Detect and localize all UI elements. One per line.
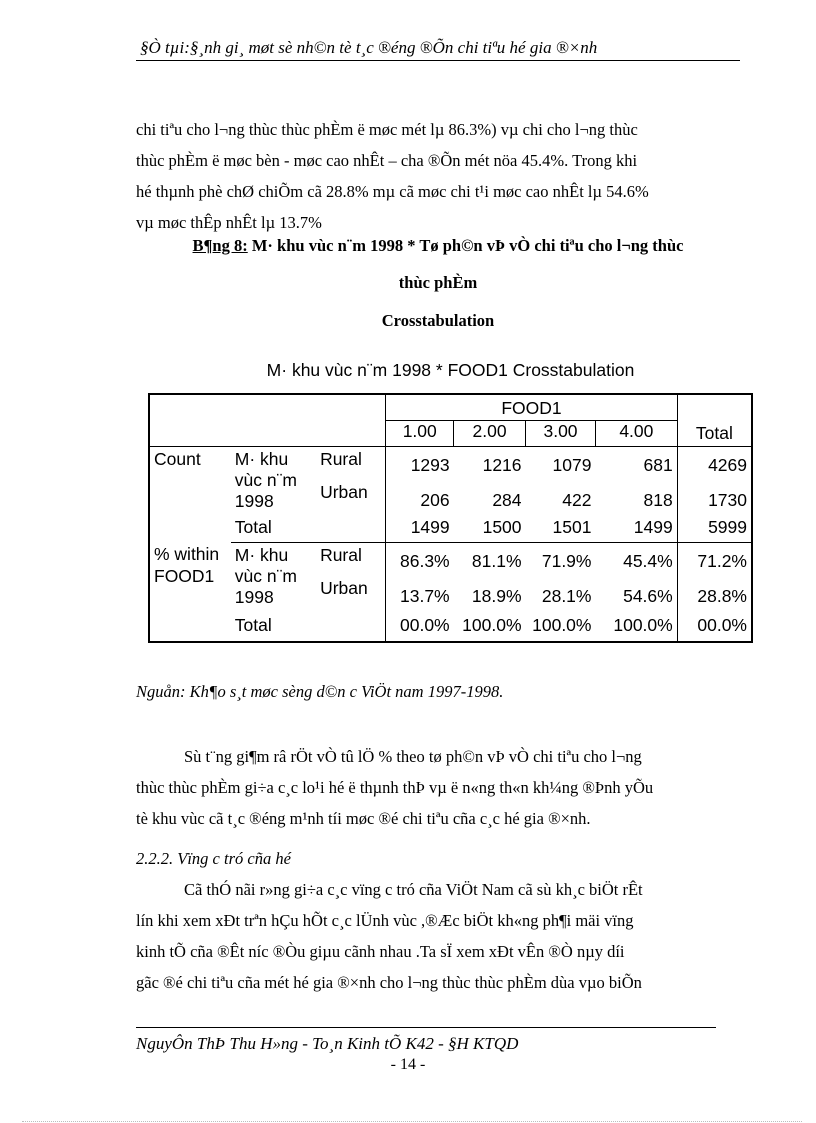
body-line: thùc thùc phÈm gi÷a c¸c lo¹i hé ë thµnh thÞ vµ ë n«ng th«n kh¼ng ®Þnh yÕu bbox=[136, 778, 654, 797]
table-caption-line2: thùc phÈm bbox=[398, 273, 478, 292]
section-line: Cã thÓ nãi r»ng gi÷a c¸c vïng c tró cña ViÖt Nam cã sù kh¸c biÖt rÊt bbox=[184, 880, 643, 899]
section-heading: 2.2.2. Vïng c tró cña hé bbox=[136, 849, 291, 868]
table-cell: 1079 bbox=[552, 454, 592, 475]
table-row bbox=[149, 446, 752, 482]
row-label: Total bbox=[231, 516, 386, 542]
table-cell: 4269 bbox=[677, 446, 752, 482]
crosstab-table bbox=[148, 393, 753, 643]
row-label: Urban bbox=[320, 482, 368, 502]
table-cell: 1501 bbox=[526, 516, 596, 542]
section-line: gãc ®é chi tiªu cña mét hé gia ®×nh cho l¬ng thùc thùc phÈm dùa vµo biÕn bbox=[136, 973, 642, 992]
table-cell: 100.0% bbox=[595, 612, 677, 642]
count-var-label: M· khu vùc n¨m 1998 bbox=[234, 448, 297, 511]
table-cell: 1730 bbox=[677, 482, 752, 516]
column-header: 1.00 bbox=[386, 420, 454, 446]
column-header: 3.00 bbox=[526, 420, 596, 446]
footer-rule bbox=[136, 1027, 716, 1028]
intro-line: hé thµnh phè chØ chiÕm cã 28.8% mµ cã møc chi t¹i møc cao nhÊt lµ 54.6% bbox=[136, 182, 649, 201]
table-caption-line3: Crosstabulation bbox=[381, 311, 495, 330]
table-cell: 13.7% bbox=[386, 578, 454, 612]
row-label: Rural bbox=[320, 544, 362, 565]
table-row bbox=[149, 612, 752, 642]
table-cell: 28.8% bbox=[677, 578, 752, 612]
section-paragraph bbox=[136, 874, 740, 998]
table-row bbox=[149, 516, 752, 542]
table-cell: 45.4% bbox=[623, 550, 673, 571]
section-line: lín khi xem xÐt trªn hÇu hÕt c¸c lÜnh vùc ,®Æc biÖt kh«ng ph¶i mäi vïng bbox=[136, 911, 634, 930]
column-header: 4.00 bbox=[595, 420, 677, 446]
table-cell: 00.0% bbox=[677, 612, 752, 642]
table-row bbox=[149, 542, 752, 578]
table-cell: 5999 bbox=[677, 516, 752, 542]
intro-line: thùc phÈm ë møc bèn - møc cao nhÊt – cha ®Õn mét nöa 45.4%. Trong khi bbox=[136, 151, 638, 170]
table-cell: 28.1% bbox=[541, 586, 592, 606]
crosstab-title: M· khu vùc n¨m 1998 * FOOD1 Crosstabulation bbox=[266, 360, 635, 380]
intro-line: vµ møc thÊp nhÊt lµ 13.7% bbox=[136, 213, 322, 232]
header-rule bbox=[136, 60, 740, 61]
table-caption bbox=[136, 236, 740, 256]
percent-var-label: M· khu vùc n¨m 1998 bbox=[234, 544, 297, 607]
table-cell: 1216 bbox=[482, 454, 522, 475]
table-cell: 18.9% bbox=[471, 586, 522, 606]
column-header: 2.00 bbox=[454, 420, 526, 446]
page-number: - 14 - bbox=[390, 1056, 426, 1073]
table-cell: 00.0% bbox=[386, 612, 454, 642]
body-line: Sù t¨ng gi¶m râ rÖt vÒ tû lÖ % theo tø ph©n vÞ vÒ chi tiªu cho l¬ng bbox=[184, 747, 642, 766]
page-header: §Ò tµi:§¸nh gi¸ møt sè nh©n tè t¸c ®éng ®Õn chi tiªu hé gia ®×nh bbox=[140, 38, 598, 57]
table-cell: 71.9% bbox=[541, 550, 592, 571]
table-cell: 71.2% bbox=[677, 542, 752, 578]
corner-cell bbox=[149, 394, 386, 446]
percent-label: % within FOOD1 bbox=[149, 542, 231, 642]
body-paragraph bbox=[136, 741, 740, 834]
table-cell: 100.0% bbox=[526, 612, 596, 642]
section-line: kinh tÕ cña ®Êt níc ®Òu giµu cãnh nhau .Ta sÏ xem xÐt vÊn ®Ò nµy díi bbox=[136, 942, 625, 961]
table-caption-label: B¶ng 8: bbox=[192, 236, 248, 255]
intro-line: chi tiªu cho l¬ng thùc thùc phÈm ë møc mét lµ 86.3%) vµ chi cho l¬ng thùc bbox=[136, 120, 638, 139]
total-header: Total bbox=[677, 394, 752, 446]
table-cell: 818 bbox=[643, 490, 673, 510]
intro-paragraph bbox=[136, 114, 740, 238]
count-label: Count bbox=[149, 446, 231, 542]
table-cell: 1499 bbox=[386, 516, 454, 542]
page-boundary bbox=[22, 1121, 802, 1122]
table-cell: 206 bbox=[386, 482, 454, 516]
header-row-1 bbox=[149, 394, 752, 420]
table-cell: 681 bbox=[643, 454, 673, 475]
table-cell: 54.6% bbox=[623, 586, 673, 606]
table-cell: 86.3% bbox=[386, 542, 454, 578]
table-cell: 1500 bbox=[454, 516, 526, 542]
row-label: Urban bbox=[320, 578, 368, 598]
row-label: Total bbox=[231, 612, 386, 642]
page-footer: NguyÔn ThÞ Thu H»ng - To¸n Kinh tÕ K42 - §H KTQD bbox=[136, 1034, 519, 1053]
table-source: Nguån: Kh¶o s¸t møc sèng d©n c ViÖt nam 1997-1998. bbox=[136, 682, 504, 701]
table-cell: 1293 bbox=[386, 446, 454, 482]
body-line: tè khu vùc cã t¸c ®éng m¹nh tíi møc ®é chi tiªu cña c¸c hé gia ®×nh. bbox=[136, 809, 591, 828]
table-cell: 100.0% bbox=[454, 612, 526, 642]
row-label: Rural bbox=[320, 448, 362, 469]
table-cell: 422 bbox=[562, 490, 592, 510]
table-cell: 284 bbox=[492, 490, 522, 510]
table-cell: 81.1% bbox=[471, 550, 522, 571]
table-cell: 1499 bbox=[595, 516, 677, 542]
food1-group-header: FOOD1 bbox=[386, 394, 677, 420]
table-caption-text: M· khu vùc n¨m 1998 * Tø ph©n vÞ vÒ chi tiªu cho l¬ng thùc bbox=[247, 236, 684, 255]
